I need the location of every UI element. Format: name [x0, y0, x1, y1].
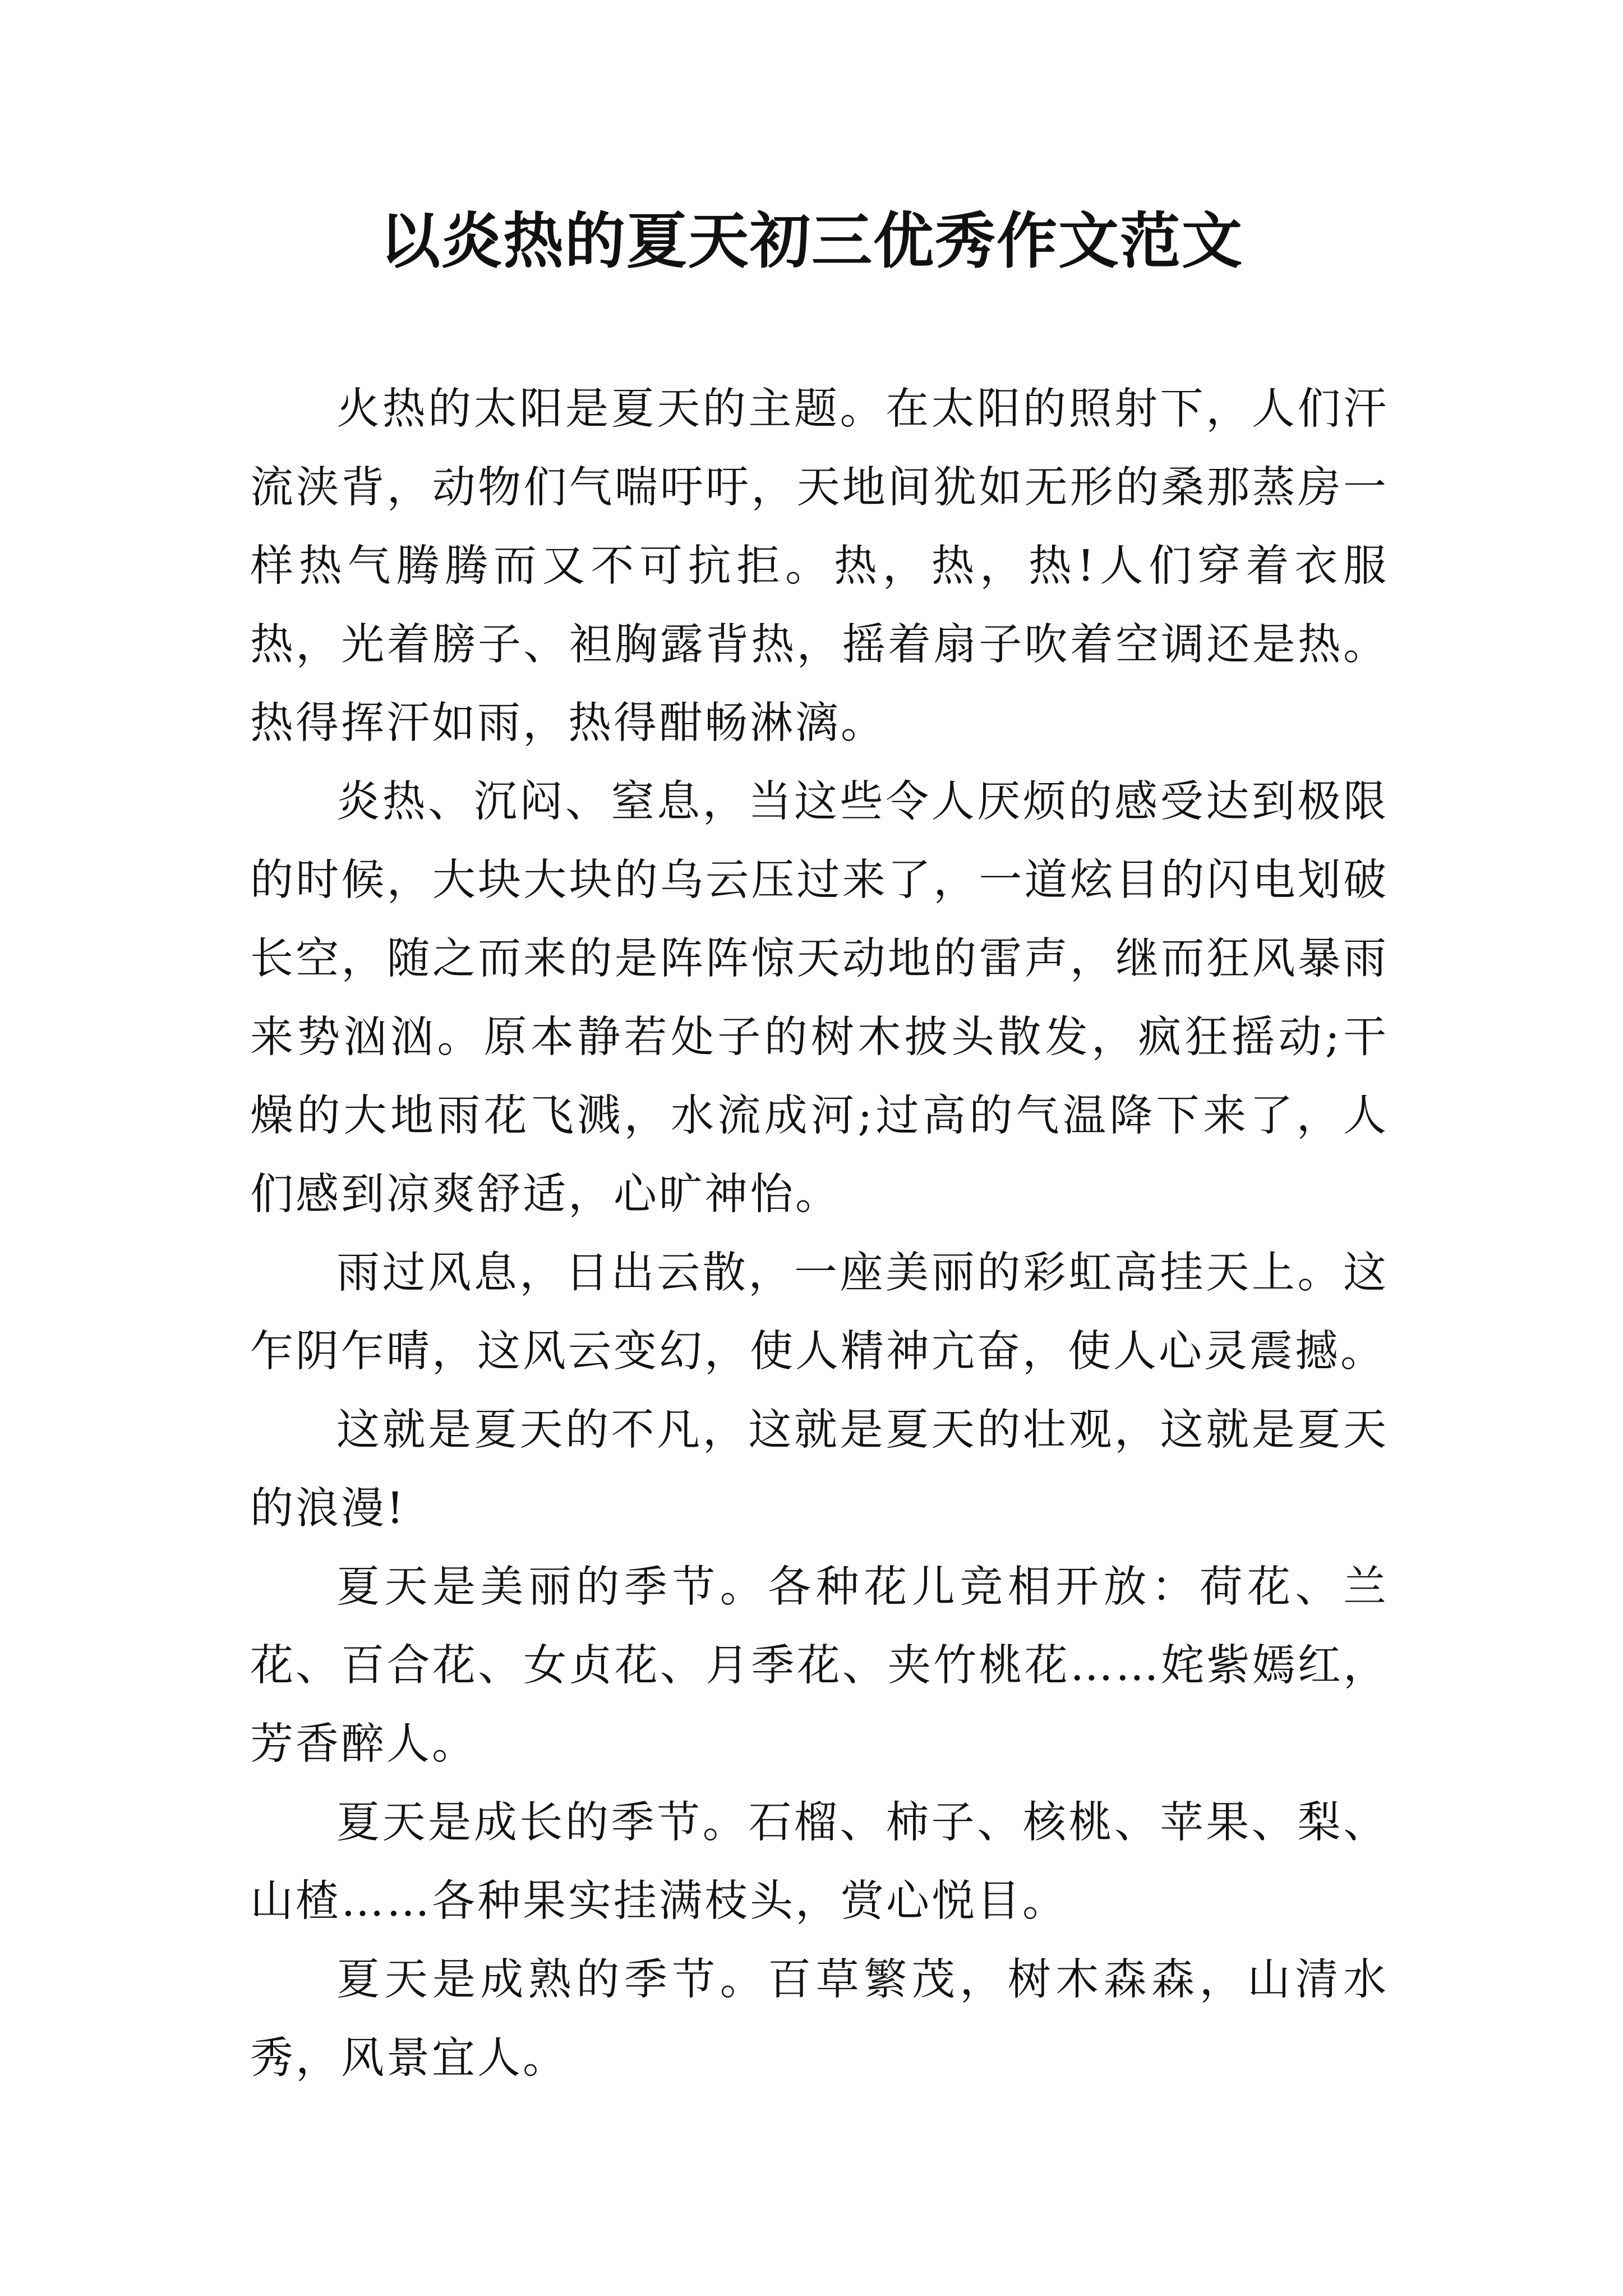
paragraph: 夏天是成长的季节。石榴、柿子、核桃、苹果、梨、山楂……各种果实挂满枝头，赏心悦目。	[250, 1798, 1389, 1926]
paragraph: 夏天是美丽的季节。各种花儿竞相开放：荷花、兰花、百合花、女贞花、月季花、夹竹桃花……姹紫嫣红，芳香醉人。	[250, 1562, 1389, 1769]
paragraph: 炎热、沉闷、窒息，当这些令人厌烦的感受达到极限的时候，大块大块的乌云压过来了，一道炫目的闪电划破长空，随之而来的是阵阵惊天动地的雷声，继而狂风暴雨来势汹汹。原本静若处子的树木披头散发，疯狂摇动;干燥的大地雨花飞溅，水流成河;过高的气温降下来了，人们感到凉爽舒适，心旷神怡。	[250, 777, 1389, 1220]
paragraph: 夏天是成熟的季节。百草繁茂，树木森森，山清水秀，风景宜人。	[250, 1955, 1389, 2083]
paragraph: 这就是夏天的不凡，这就是夏天的壮观，这就是夏天的浪漫!	[250, 1405, 1389, 1534]
document-body	[250, 370, 1389, 2098]
paragraph: 火热的太阳是夏天的主题。在太阳的照射下，人们汗流浃背，动物们气喘吁吁，天地间犹如无形的桑那蒸房一样热气腾腾而又不可抗拒。热，热，热!人们穿着衣服热，光着膀子、袒胸露背热，摇着扇子吹着空调还是热。热得挥汗如雨，热得酣畅淋漓。	[250, 384, 1389, 748]
document-title: 以炎热的夏天初三优秀作文范文	[379, 206, 1243, 277]
paragraph: 雨过风息，日出云散，一座美丽的彩虹高挂天上。这乍阴乍晴，这风云变幻，使人精神亢奋，使人心灵震撼。	[250, 1248, 1389, 1377]
